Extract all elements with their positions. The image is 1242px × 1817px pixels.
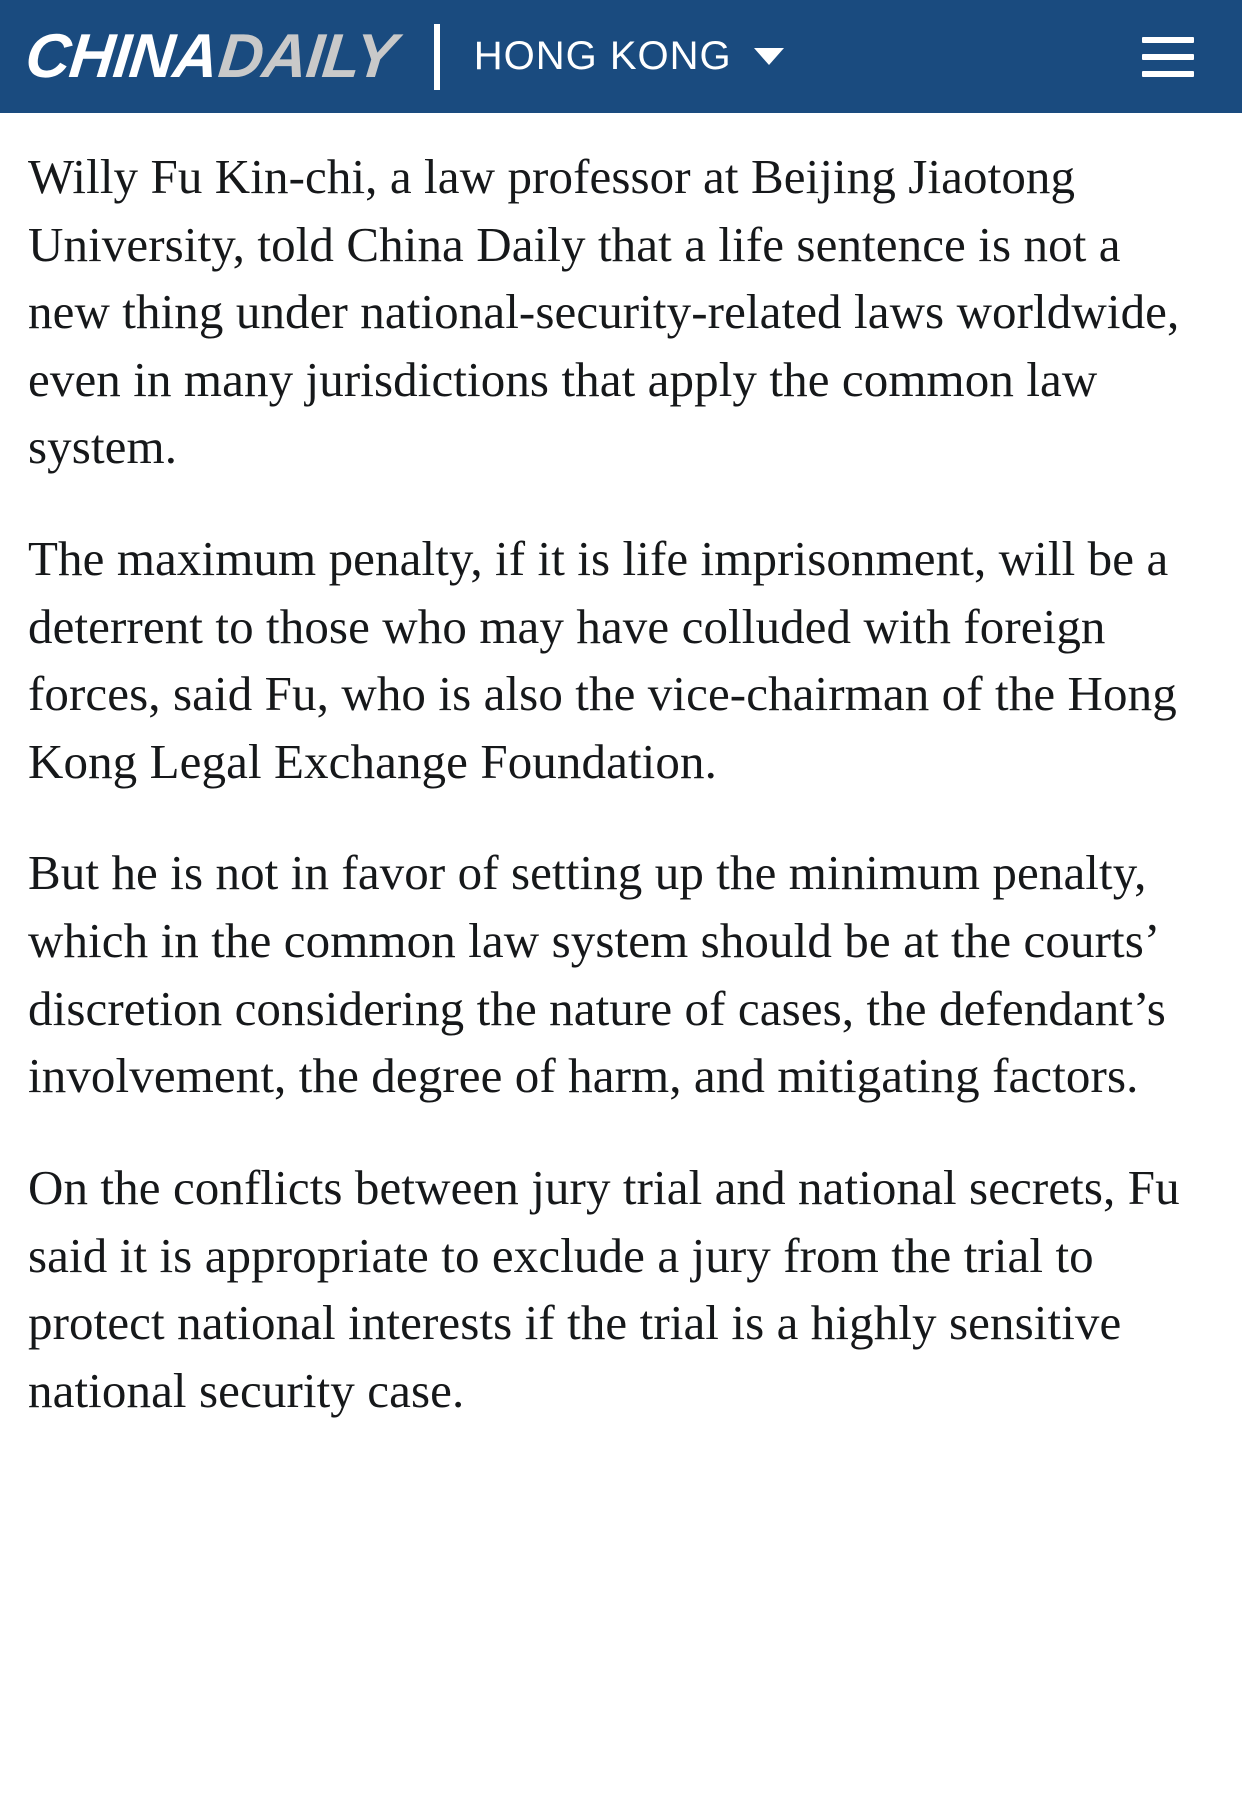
hamburger-bar-bottom [1142, 71, 1194, 77]
edition-selector[interactable] [474, 34, 784, 79]
edition-label: HONG KONG [473, 34, 732, 78]
hamburger-menu-icon[interactable] [1142, 37, 1194, 77]
article-body [0, 113, 1242, 1464]
article-paragraph: The maximum penalty, if it is life imprisonment, will be a deterrent to those who may have colluded with foreign forces, said Fu, who is also the vice-chairman of the Hong Kong Legal Exchange Foundation. [28, 531, 1177, 789]
logo-text-daily: DAILY [215, 21, 400, 91]
chevron-down-icon [754, 48, 784, 65]
article-paragraph: But he is not in favor of setting up the minimum penalty, which in the common law system should be at the courts’ discretion considering the nature of cases, the defendant’s involvement, the degree of harm, and mitigating factors. [28, 845, 1166, 1104]
hamburger-bar-top [1142, 37, 1194, 43]
site-logo[interactable] [22, 21, 400, 91]
site-header [0, 0, 1242, 113]
article-paragraph: On the conflicts between jury trial and national secrets, Fu said it is appropriate to exclude a jury from the trial to protect national interests if the trial is a highly sensitive national security case. [28, 1159, 1180, 1418]
header-divider [434, 24, 440, 90]
article-paragraph: Willy Fu Kin-chi, a law professor at Beijing Jiaotong University, told China Daily that a life sentence is not a new thing under national-security-related laws worldwide, even in many jurisdictions that apply the common law system. [28, 149, 1180, 475]
logo-text-china: CHINA [22, 21, 222, 91]
hamburger-bar-middle [1142, 54, 1194, 60]
